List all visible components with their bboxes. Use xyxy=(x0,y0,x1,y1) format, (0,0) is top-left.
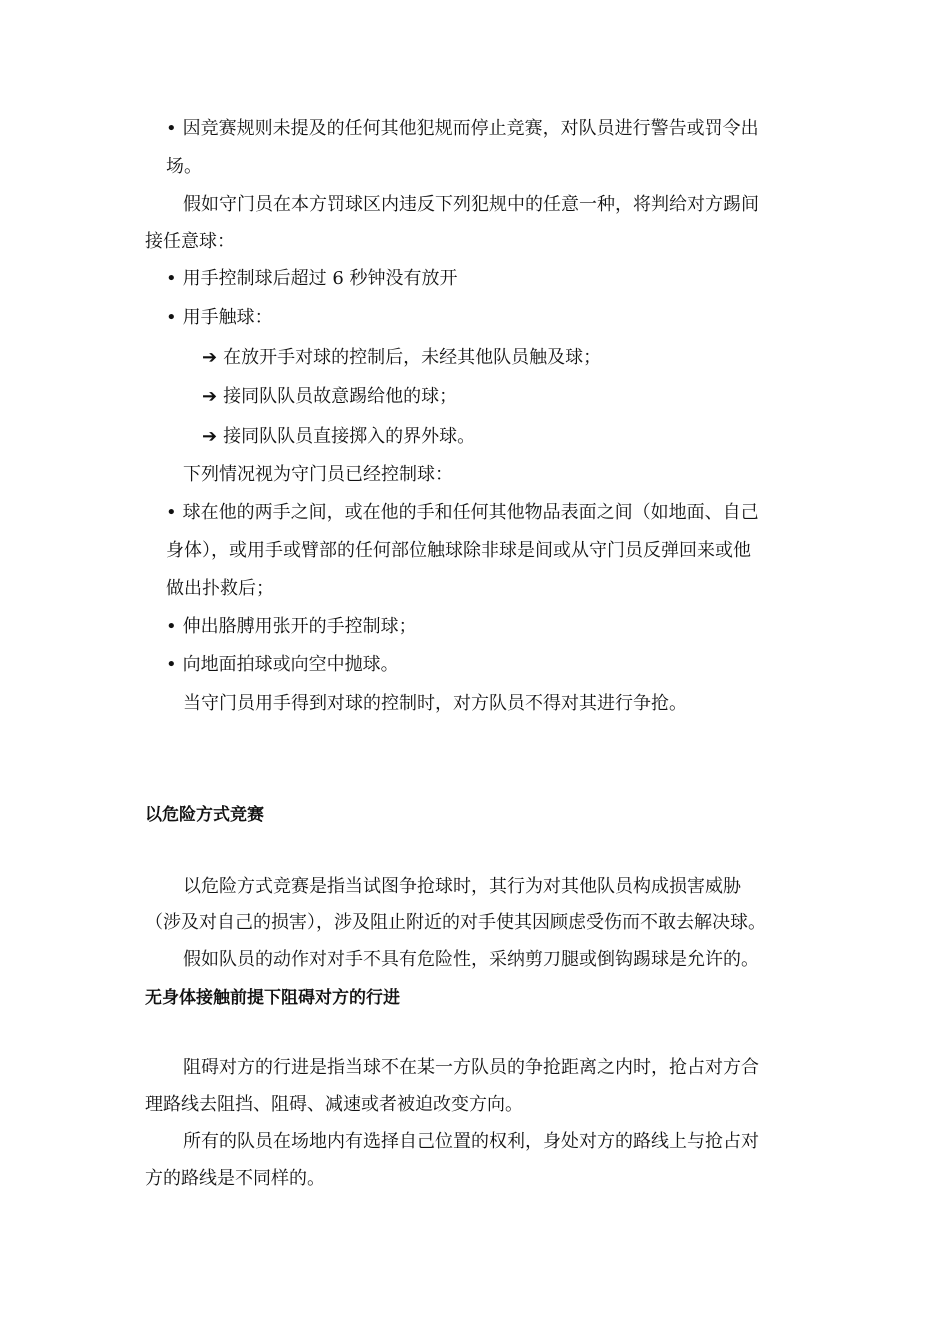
list-item-text: 向地面拍球或向空中抛球。 xyxy=(182,654,399,675)
sub-list-item-text: 接同队队员直接掷入的界外球。 xyxy=(223,426,476,447)
arrow-right-icon: ➔ xyxy=(202,347,218,368)
text-line: （涉及对自己的损害），涉及阻止附近的对手使其因顾虑受伤而不敢去解决球。 xyxy=(145,912,766,933)
text-line: 场。 xyxy=(166,156,202,177)
sub-list-item xyxy=(202,345,601,371)
paragraph-line: 假如队员的动作对对手不具有危险性，采纳剪刀腿或倒钩踢球是允许的。 xyxy=(183,949,759,970)
text-line: 接任意球： xyxy=(145,231,235,252)
list-item xyxy=(166,652,399,678)
paragraph-line: 所有的队员在场地内有选择自己位置的权利，身处对方的路线上与抢占对 xyxy=(183,1131,759,1152)
sub-list-item-text: 在放开手对球的控制后，未经其他队员触及球； xyxy=(223,347,602,368)
list-item-text: 用手控制球后超过 6 秒钟没有放开 xyxy=(182,268,458,289)
paragraph-line: 假如守门员在本方罚球区内违反下列犯规中的任意一种，将判给对方踢间 xyxy=(183,194,759,215)
list-item xyxy=(166,305,273,331)
text-line: 做出扑救后； xyxy=(166,578,274,599)
sub-list-item-text: 接同队队员故意踢给他的球； xyxy=(223,386,458,407)
arrow-right-icon: ➔ xyxy=(202,386,218,407)
sub-list-item xyxy=(202,384,457,410)
paragraph-line: 以危险方式竞赛是指当试图争抢球时，其行为对其他队员构成损害威胁 xyxy=(183,876,741,897)
text-line: 理路线去阻挡、阻碍、减速或者被迫改变方向。 xyxy=(145,1094,523,1115)
list-item-text: 球在他的两手之间，或在他的手和任何其他物品表面之间（如地面、自己 xyxy=(182,502,759,523)
sub-list-item xyxy=(202,424,475,450)
list-item xyxy=(166,266,458,292)
list-item-text: 伸出胳膊用张开的手控制球； xyxy=(182,616,417,637)
arrow-right-icon: ➔ xyxy=(202,426,218,447)
list-item-text: 因竞赛规则未提及的任何其他犯规而停止竞赛，对队员进行警告或罚令出 xyxy=(182,118,759,139)
list-item xyxy=(166,500,759,526)
section-heading: 无身体接触前提下阻碍对方的行进 xyxy=(145,988,400,1008)
text-line: 身体），或用手或臂部的任何部位触球除非球是间或从守门员反弹回来或他 xyxy=(166,540,751,561)
section-heading: 以危险方式竞赛 xyxy=(145,805,264,825)
list-item xyxy=(166,614,417,640)
paragraph-line: 阻碍对方的行进是指当球不在某一方队员的争抢距离之内时，抢占对方合 xyxy=(183,1057,759,1078)
paragraph-line: 当守门员用手得到对球的控制时，对方队员不得对其进行争抢。 xyxy=(183,693,687,714)
text-line: 方的路线是不同样的。 xyxy=(145,1168,325,1189)
list-item-text: 用手触球： xyxy=(182,307,273,328)
paragraph-line: 下列情况视为守门员已经控制球： xyxy=(183,464,453,485)
list-item xyxy=(166,116,759,142)
